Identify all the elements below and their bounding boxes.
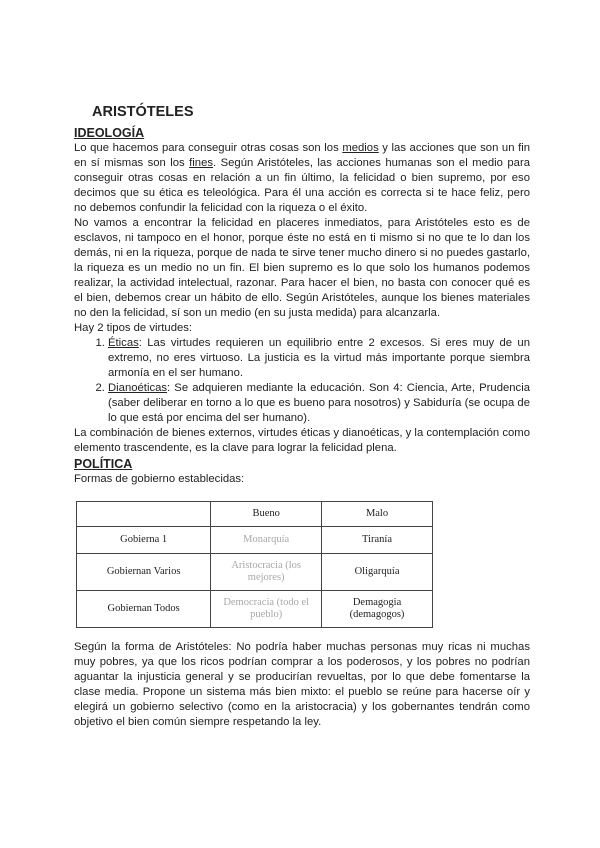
table-row	[77, 527, 433, 554]
document-title: ARISTÓTELES	[92, 104, 194, 120]
table-cell: Gobierna 1	[77, 527, 211, 554]
term-eticas: Éticas	[108, 337, 139, 349]
term-fines: fines	[189, 157, 214, 169]
paragraph-formas-gobierno: Formas de gobierno establecidas:	[74, 473, 245, 485]
table-cell: Aristocracia (los mejores)	[211, 554, 322, 591]
paragraph-tipos-virtudes: Hay 2 tipos de virtudes:	[74, 322, 193, 334]
term-medios: medios	[342, 142, 379, 154]
table-cell: Monarquía	[211, 527, 322, 554]
table-row	[77, 554, 433, 591]
table-header-row	[77, 502, 433, 527]
paragraph-combinacion: La combinación de bienes externos, virtudes éticas y dianoéticas, y la contemplación como elemento trascendente, es la clave para lograr la felicidad plena.	[74, 427, 530, 454]
table-cell: Oligarquía	[322, 554, 433, 591]
table-cell: Gobiernan Todos	[77, 591, 211, 628]
list-item: 1. Éticas: Las virtudes requieren un equilibrio entre 2 excesos. Si eres muy de un extremo, no eres virtuoso. La justicia es la virtud más importante porque siembra armonía en el ser humano.	[108, 336, 530, 381]
list-item: 2. Dianoéticas: Se adquieren mediante la educación. Son 4: Ciencia, Arte, Prudencia (saber deliberar en torno a lo que es bueno para nosotros) y Sabiduría (se ocupa de lo que está por encima del ser humano).	[108, 381, 530, 426]
table-header-bueno: Bueno	[211, 502, 322, 527]
table-cell	[77, 502, 211, 527]
table-row	[77, 591, 433, 628]
virtues-list	[74, 336, 530, 426]
section-heading-politica: POLÍTICA	[74, 457, 133, 471]
government-forms-table	[76, 501, 433, 628]
section-heading-ideologia: IDEOLOGÍA	[74, 126, 145, 140]
table-cell: Gobiernan Varios	[77, 554, 211, 591]
table-cell: Demagogia (demagogos)	[322, 591, 433, 628]
table-cell: Democracia (todo el pueblo)	[211, 591, 322, 628]
table-header-malo: Malo	[322, 502, 433, 527]
paragraph-sistema-mixto: Según la forma de Aristóteles: No podría haber muchas personas muy ricas ni muchas muy pobres, ya que los ricos podrían comprar a los poderosos, y los pobres no podrían aguantar la injusticia general y se producirían revueltas, por lo que debe fomentarse la clase media. Propone un sistema más bien mixto: el pueblo se reúne para hacerse oír y elegirá un gobierno selectivo (como en la aristocracia) y los gobernantes tendrán como objetivo el bien común siempre respetando la ley.	[74, 641, 530, 728]
paragraph-felicidad: No vamos a encontrar la felicidad en placeres inmediatos, para Aristóteles esto es de esclavos, ni tampoco en el honor, porque éste no está en ti mismo si no que te lo dan los demás, ni en la riqueza, porque de nada te sirve tener mucho dinero si no puedes gastarlo, la riqueza es un medio no un fin. El bien supremo es lo que solo los humanos podemos realizar, la actividad intelectual, razonar. Para hacer el bien, no basta con conocer qué es el bien, debemos crear un hábito de ello. Según Aristóteles, aunque los bienes materiales no den la felicidad, sí son un medio (en su justa medida) para alcanzarla.	[74, 217, 530, 319]
term-dianoeticas: Dianoéticas	[108, 382, 168, 394]
paragraph-medios-fines: Lo que hacemos para conseguir otras cosas son los medios y las acciones que son un fin en sí mismas son los fines. Según Aristóteles, las acciones humanas son el medio para conseguir otras cosas en relación a un fin último, la felicidad o bien supremo, por eso decimos que su ética es teleológica. Para él una acción es correcta si te hace feliz, pero no debemos confundir la felicidad con la riqueza o el éxito.	[74, 142, 530, 214]
table-cell: Tiranía	[322, 527, 433, 554]
